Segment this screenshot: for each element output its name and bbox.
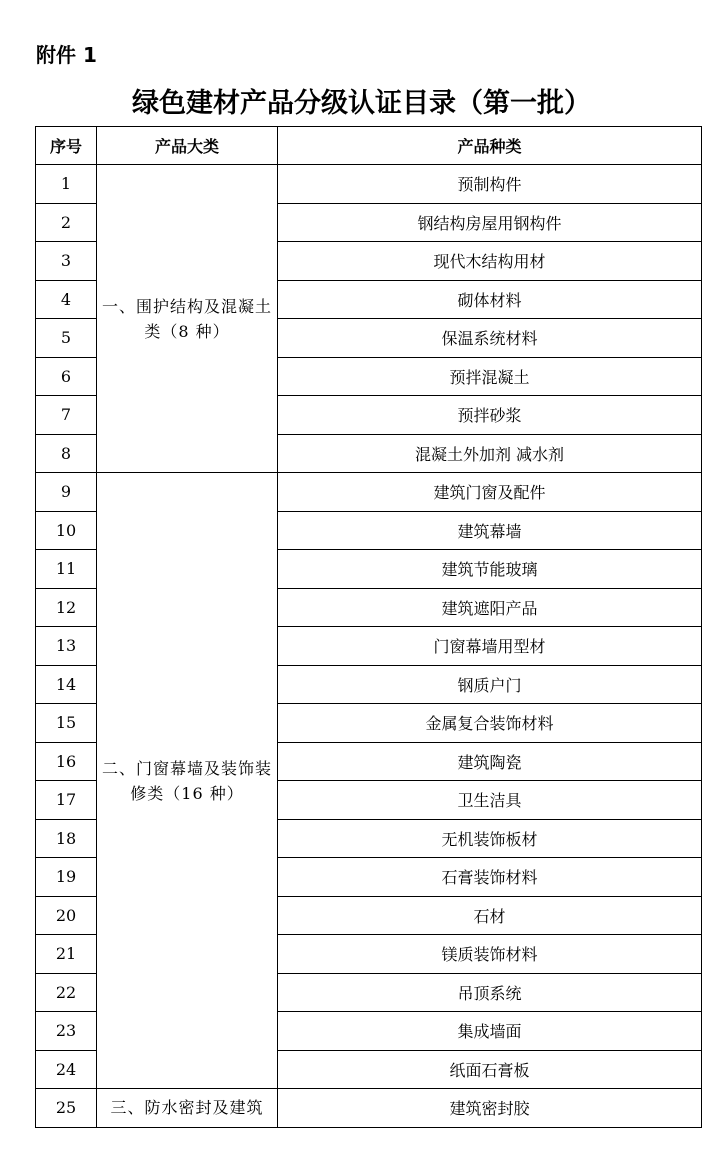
product-type-cell: 石膏装饰材料	[278, 858, 702, 897]
product-type-cell: 无机装饰板材	[278, 819, 702, 858]
product-type-cell: 吊顶系统	[278, 973, 702, 1012]
serial-number-cell: 17	[36, 781, 97, 820]
product-type-cell: 卫生洁具	[278, 781, 702, 820]
product-type-cell: 建筑遮阳产品	[278, 588, 702, 627]
serial-number-cell: 10	[36, 511, 97, 550]
product-type-cell: 金属复合装饰材料	[278, 704, 702, 743]
table-row	[36, 1089, 702, 1128]
serial-number-cell: 11	[36, 550, 97, 589]
serial-number-cell: 9	[36, 473, 97, 512]
product-type-cell: 砌体材料	[278, 280, 702, 319]
product-type-cell: 建筑节能玻璃	[278, 550, 702, 589]
table-body	[36, 165, 702, 1128]
product-type-cell: 集成墙面	[278, 1012, 702, 1051]
product-type-cell: 建筑幕墙	[278, 511, 702, 550]
product-type-cell: 现代木结构用材	[278, 242, 702, 281]
certification-catalog-table	[35, 126, 702, 1128]
product-type-cell: 纸面石膏板	[278, 1050, 702, 1089]
product-type-cell: 混凝土外加剂 减水剂	[278, 434, 702, 473]
product-category-cell: 三、防水密封及建筑	[97, 1089, 278, 1128]
serial-number-cell: 13	[36, 627, 97, 666]
page-title: 绿色建材产品分级认证目录（第一批）	[132, 88, 591, 119]
product-type-cell: 门窗幕墙用型材	[278, 627, 702, 666]
serial-number-cell: 1	[36, 165, 97, 204]
serial-number-cell: 14	[36, 665, 97, 704]
product-type-cell: 镁质装饰材料	[278, 935, 702, 974]
product-type-cell: 建筑密封胶	[278, 1089, 702, 1128]
product-type-cell: 钢质户门	[278, 665, 702, 704]
serial-number-cell: 7	[36, 396, 97, 435]
table-row	[36, 165, 702, 204]
attachment-label: 附件 1	[36, 43, 97, 67]
serial-number-cell: 12	[36, 588, 97, 627]
header-product-type: 产品种类	[278, 127, 702, 165]
serial-number-cell: 23	[36, 1012, 97, 1051]
product-type-cell: 石材	[278, 896, 702, 935]
serial-number-cell: 16	[36, 742, 97, 781]
product-type-cell: 建筑门窗及配件	[278, 473, 702, 512]
product-category-cell: 一、围护结构及混凝土类（8 种）	[97, 165, 278, 473]
header-serial-number: 序号	[36, 127, 97, 165]
header-product-category: 产品大类	[97, 127, 278, 165]
product-type-cell: 建筑陶瓷	[278, 742, 702, 781]
serial-number-cell: 20	[36, 896, 97, 935]
serial-number-cell: 18	[36, 819, 97, 858]
serial-number-cell: 4	[36, 280, 97, 319]
serial-number-cell: 2	[36, 203, 97, 242]
product-type-cell: 预制构件	[278, 165, 702, 204]
serial-number-cell: 24	[36, 1050, 97, 1089]
table-header	[36, 127, 702, 165]
serial-number-cell: 8	[36, 434, 97, 473]
product-type-cell: 钢结构房屋用钢构件	[278, 203, 702, 242]
header-row	[36, 127, 702, 165]
serial-number-cell: 15	[36, 704, 97, 743]
serial-number-cell: 19	[36, 858, 97, 897]
serial-number-cell: 21	[36, 935, 97, 974]
serial-number-cell: 25	[36, 1089, 97, 1128]
serial-number-cell: 22	[36, 973, 97, 1012]
product-type-cell: 预拌砂浆	[278, 396, 702, 435]
table-row	[36, 473, 702, 512]
serial-number-cell: 3	[36, 242, 97, 281]
product-category-cell: 二、门窗幕墙及装饰装修类（16 种）	[97, 473, 278, 1089]
product-type-cell: 保温系统材料	[278, 319, 702, 358]
serial-number-cell: 5	[36, 319, 97, 358]
serial-number-cell: 6	[36, 357, 97, 396]
product-type-cell: 预拌混凝土	[278, 357, 702, 396]
